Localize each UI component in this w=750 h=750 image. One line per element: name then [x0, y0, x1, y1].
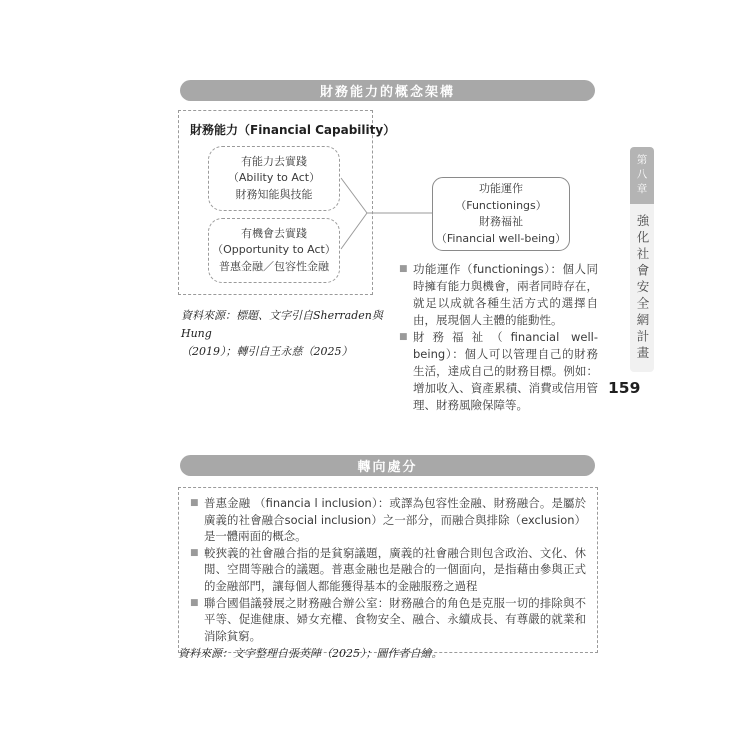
keyword-box — [178, 487, 598, 653]
opportunity-line2: （Opportunity to Act） — [212, 243, 336, 257]
functionings-line4: （Financial well-being） — [435, 231, 567, 245]
note-item — [399, 329, 598, 414]
keyword-item — [190, 545, 586, 595]
keyword-text: 普惠金融 （financia l inclusion）：或譯為包容性金融、財務融合。是屬於廣義的社會融合social inclusion）之一部分，而融合與排除（exclusion）是一體兩面的概念。 — [204, 496, 586, 544]
ability-line1: 有能力去實踐 — [241, 154, 307, 168]
frame-title: 財務能力（Financial Capability） — [190, 123, 396, 137]
bullet-square-icon: ■ — [399, 264, 408, 274]
bullet-square-icon: ■ — [399, 332, 408, 342]
section1-title: 財務能力的概念架構 — [319, 85, 455, 100]
opportunity-to-act-box — [208, 218, 340, 283]
source-line2: （2019）；轉引自王永慈（2025） — [181, 345, 353, 359]
functionings-line2: （Functionings） — [455, 198, 547, 212]
bullet-square-icon: ■ — [190, 498, 199, 508]
opportunity-line1: 有機會去實踐 — [241, 226, 307, 240]
chapter-number: 第八章 — [635, 153, 648, 198]
functionings-line3: 財務福祉 — [479, 215, 523, 228]
chapter-title: 強化社會安全網計畫 — [635, 214, 650, 363]
page-number: 159 — [608, 379, 641, 397]
functionings-line1: 功能運作 — [479, 182, 523, 195]
keyword-text: 較狹義的社會融合指的是貧窮議題，廣義的社會融合則包含政治、文化、休閒、空間等融合的議題。普惠金融也是融合的一個面向，是指藉由參與正式的金融部門，讓每個人都能獲得基本的金融服務之過程 — [204, 545, 586, 593]
section1-header-bar — [180, 80, 595, 101]
bullet-square-icon: ■ — [190, 597, 199, 608]
ability-line3: 財務知能與技能 — [235, 187, 313, 201]
chapter-number-tab — [630, 147, 654, 204]
bullet-square-icon: ■ — [190, 547, 199, 558]
chapter-title-tab — [630, 204, 654, 372]
diagram-notes-list — [399, 261, 598, 414]
section2-header-bar — [180, 455, 595, 476]
source-line1: 資料來源：標題、文字引自Sherraden與Hung — [181, 309, 383, 341]
ability-to-act-box — [208, 146, 340, 211]
source-citation-diagram — [181, 307, 411, 361]
keyword-item — [190, 495, 586, 545]
note-item — [399, 261, 598, 329]
keyword-text: 聯合國倡議發展之財務融合辦公室：財務融合的角色是克服一切的排除與不平等、促進健康、婦女充權、食物安全、融合、永續成長、有尊嚴的就業和消除貧窮。 — [204, 595, 586, 643]
functionings-box — [432, 177, 570, 251]
keyword-item — [190, 595, 586, 645]
ability-line2: （Ability to Act） — [227, 171, 321, 185]
note-text: 財務福祉（financial well-being）：個人可以管理自己的財務生活，達成自己的財務目標。例如：增加收入、資產累積、消費或信用管理、財務風險保障等。 — [413, 330, 598, 412]
source-citation-keywords: 資料來源：文字整理自張英陣（2025）；圖作者自繪。 — [178, 647, 443, 660]
opportunity-line3: 普惠金融／包容性金融 — [219, 259, 329, 273]
section2-title: 轉向處分 — [357, 460, 418, 475]
note-text: 功能運作（functionings）：個人同時擁有能力與機會，兩者同時存在，就足以成就各種生活方式的選擇自由，展現個人主體的能動性。 — [413, 262, 598, 327]
